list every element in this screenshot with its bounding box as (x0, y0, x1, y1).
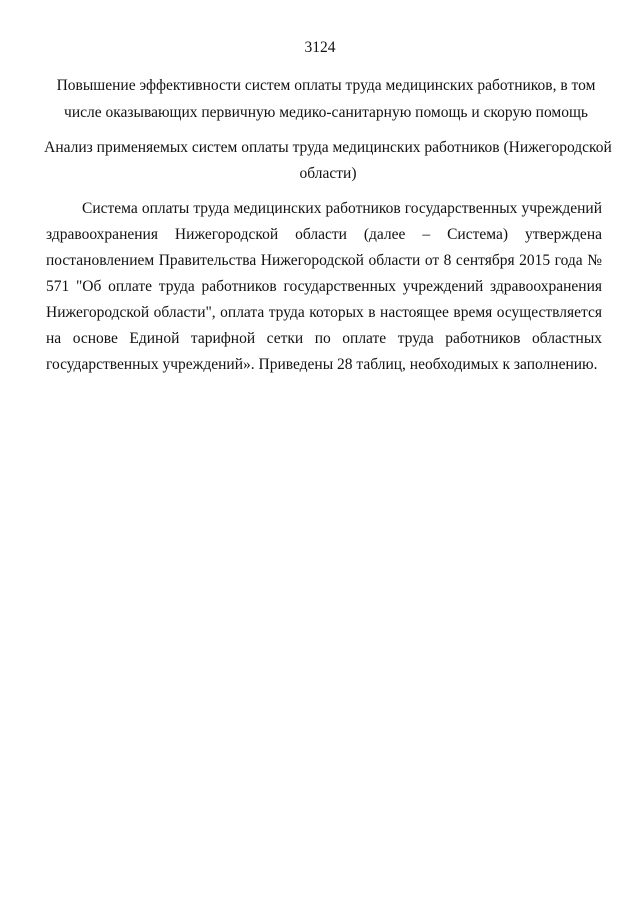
section-subtitle: Анализ применяемых систем оплаты труда медицинских работников (Нижегородской области) (44, 139, 612, 182)
page-number: 3124 (304, 39, 336, 56)
section-title: Повышение эффективности систем оплаты труда медицинских работников, в том числе оказывающих первичную медико-санитарную помощь и скорую помощь (56, 77, 596, 121)
body-paragraph: Система оплаты труда медицинских работников государственных учреждений здравоохранения Нижегородской области (далее – Система) утверждена постановлением Правительства Нижегородской области от 8 сентября 2015 года № 571 "Об оплате труда работников государственных учреждений здравоохранения Нижегородской области", оплата труда которых в настоящее время осуществляется на основе Единой тарифной сетки по оплате труда работников областных государственных учреждений». Приведены 28 таблиц, необходимых к заполнению. (46, 200, 602, 373)
